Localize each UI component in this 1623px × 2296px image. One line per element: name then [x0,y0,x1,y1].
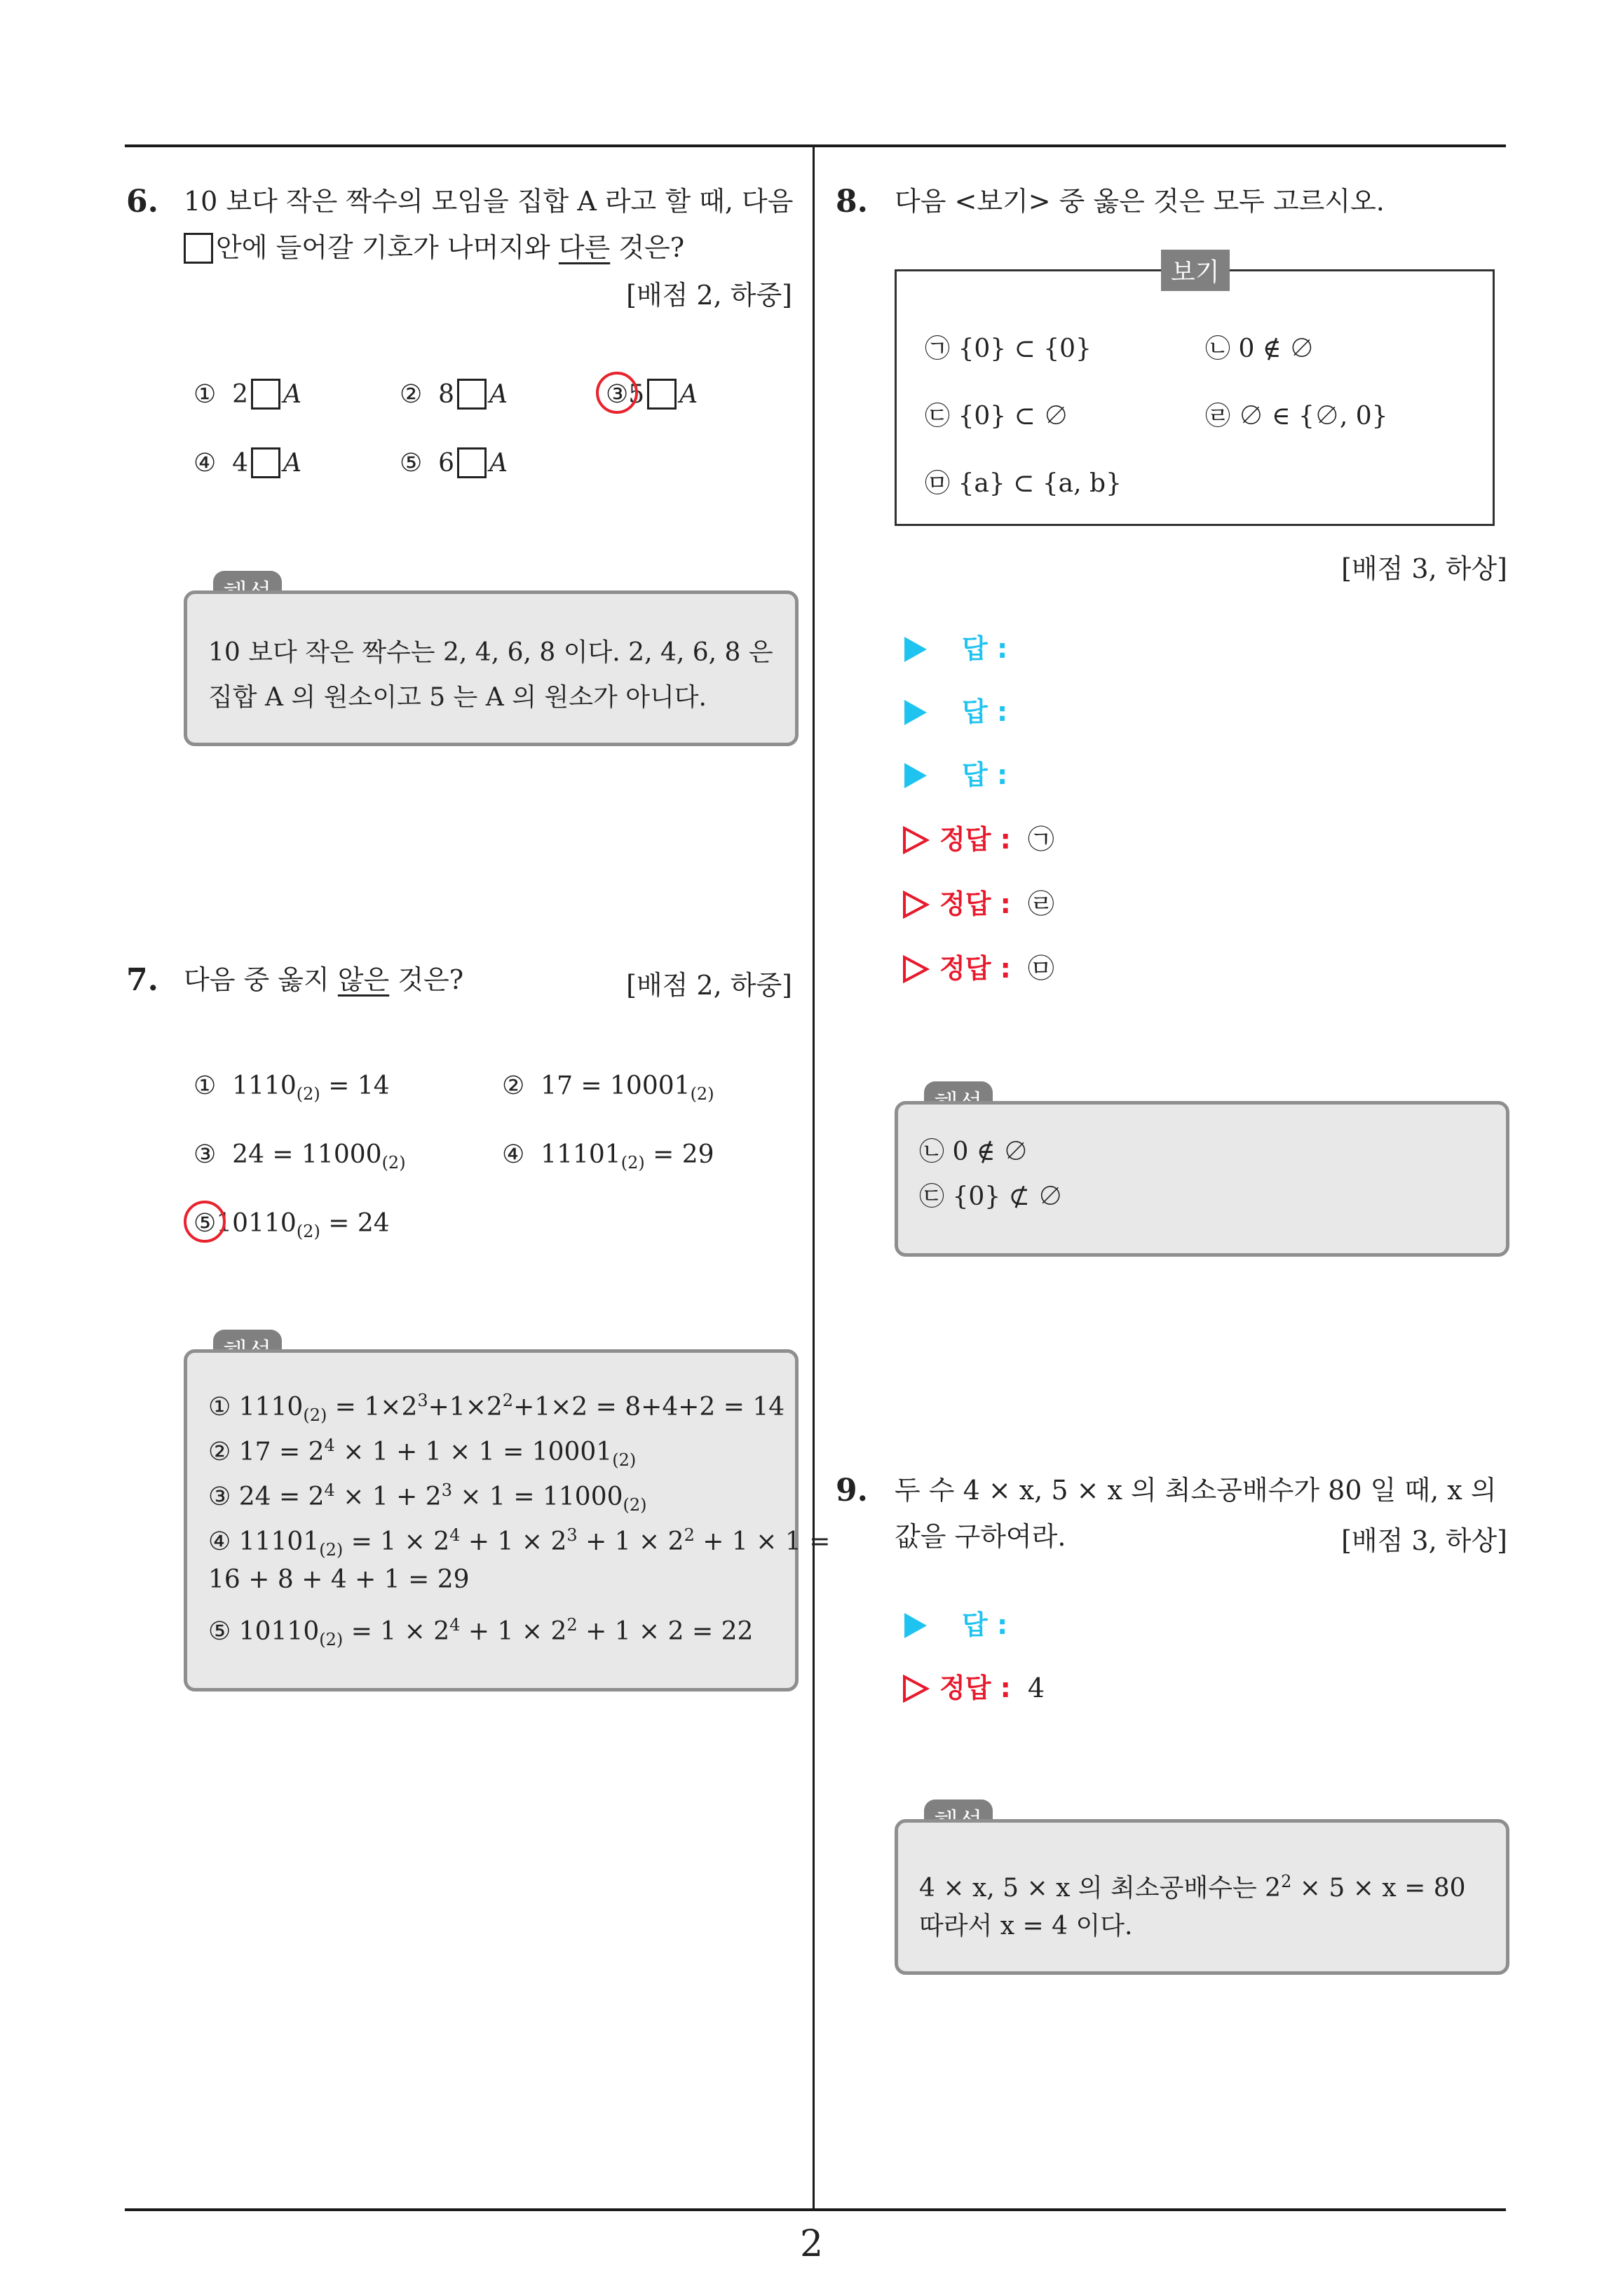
page-number: 2 [799,2223,824,2265]
q7-choice-4[interactable]: ④ $11101_{(2)} = 29$ [502,1140,714,1173]
q6-expl-line2: 집합 A 의 원소이고 5 는 A 의 원소가 아니다. [208,683,707,712]
q8-correct-row-3: 정답 : ㉤ [902,947,1054,985]
q8-number: 8. [836,184,868,220]
q6-choice-2[interactable]: ② 8 A [400,380,508,409]
q9-answer-row[interactable]: 답 : [904,1603,1007,1642]
bogi-item-1: ㉠ {0} ⊂ {0} [925,335,1092,363]
q6-choice-4[interactable]: ④ 4 A [193,449,302,478]
q9-explanation-box [895,1819,1509,1975]
q7-choice-5[interactable]: $⑤10110_{(2)} = 24$ [193,1209,390,1242]
play-triangle-icon [904,700,927,725]
q9-line2: 값을 구하여라. [895,1521,1066,1552]
column-divider [813,146,815,2210]
q6-underlined: 다른 [558,232,611,263]
q6-line2: 안에 들어갈 기호가 나머지와 다른 것은? [184,224,684,271]
selected-answer-circle-q7 [184,1201,226,1243]
play-triangle-icon [904,1613,927,1638]
q8-text: 다음 <보기> 중 옳은 것은 모두 고르시오. [895,186,1385,217]
q6-choice-1[interactable]: ① 2 A [193,380,302,409]
q9-correct-row: 정답 : 4 [902,1666,1045,1705]
outline-triangle-icon [902,891,930,919]
q6-explanation-box [184,590,799,746]
q6-line1: 10 보다 작은 짝수의 모임을 집합 A 라고 할 때, 다음 [184,186,794,217]
q7-choice-3[interactable]: ③ $24 = 11000_{(2)}$ [193,1140,406,1173]
q6-choice-3[interactable]: ③5 A [606,380,698,409]
q7-choice-2[interactable]: ② $17 = 10001_{(2)}$ [502,1072,714,1105]
q7-text: 다음 중 옳지 않은 것은? [184,964,464,995]
q9-number: 9. [836,1473,868,1508]
q8-expl-line2: ㉢ {0} ⊄ ∅ [919,1182,1064,1211]
bogi-item-2: ㉡ 0 ∉ ∅ [1205,335,1315,363]
outline-triangle-icon [902,955,930,983]
play-triangle-icon [904,637,927,662]
play-triangle-icon [904,763,927,788]
bogi-item-3: ㉢ {0} ⊂ ∅ [925,402,1069,431]
q7-expl-line2: ② $17 = 2^4 \times 1 + 1 \times 1 = 10001_{(2)}$ [208,1436,637,1471]
bogi-item-4: ㉣ ∅ ∈ {∅, 0} [1205,402,1388,431]
q7-explanation-box [184,1349,831,1691]
q6-expl-line1: 10 보다 작은 짝수는 2, 4, 6, 8 이다. 2, 4, 6, 8 은 [208,638,773,667]
q9-expl-line2: 따라서 x = 4 이다. [919,1912,1133,1940]
q7-expl-line5: 16 + 8 + 4 + 1 = 29 [208,1565,470,1594]
q7-choice-1[interactable]: ① $1110_{(2)} = 14$ [193,1072,390,1105]
q8-score: [배점 3, 하상] [1341,553,1507,584]
q7-number: 7. [126,962,158,998]
bogi-box [895,269,1495,526]
bogi-tag: 보기 [1161,250,1230,291]
q8-answer-row-1[interactable]: 답 : [904,627,1007,666]
q6-choice-5[interactable]: ⑤ 6 A [400,449,508,478]
q8-correct-row-2: 정답 : ㉣ [902,882,1054,921]
bogi-item-5: ㉤ {a} ⊂ {a, b} [925,469,1122,498]
q8-explanation-box [895,1101,1509,1257]
q7-expl-line6: ⑤ $10110_{(2)} = 1 \times 2^4 + 1 \times 2^2 + 1 \times 2 = 22$ [208,1615,754,1650]
q8-correct-row-1: 정답 : ㉠ [902,818,1054,856]
q7-score: [배점 2, 하중] [626,970,792,1001]
q6-number: 6. [126,184,158,220]
q9-line1: 두 수 4 × x, 5 × x 의 최소공배수가 80 일 때, x 의 [895,1475,1497,1506]
q6-score: [배점 2, 하중] [626,280,792,311]
q9-score: [배점 3, 하상] [1341,1525,1507,1556]
bottom-rule [125,2208,1506,2211]
blank-box [184,233,213,264]
q8-answer-row-3[interactable]: 답 : [904,753,1007,792]
q9-expl-line1: 4 × x, 5 × x 의 최소공배수는 $2^2 \times 5 \times x = 80$ [919,1872,1466,1903]
q7-expl-line4: ④ $11101_{(2)} = 1 \times 2^4 + 1 \times 2^3 + 1 \times 2^2 + 1 \times 1$ = [208,1525,831,1560]
q7-expl-line1: ① $1110_{(2)} = 1\times 2^3+1\times 2^2+1\times 2 = 8+4+2 = 14$ [208,1391,785,1426]
outline-triangle-icon [902,826,930,854]
q7-expl-line3: ③ $24 = 2^4 \times 1 + 2^3 \times 1 = 11000_{(2)}$ [208,1480,647,1515]
outline-triangle-icon [902,1675,930,1703]
q8-expl-line1: ㉡ 0 ∉ ∅ [919,1137,1028,1166]
q8-answer-row-2[interactable]: 답 : [904,690,1007,729]
top-rule [125,144,1506,147]
selected-answer-circle-q6 [596,372,638,414]
